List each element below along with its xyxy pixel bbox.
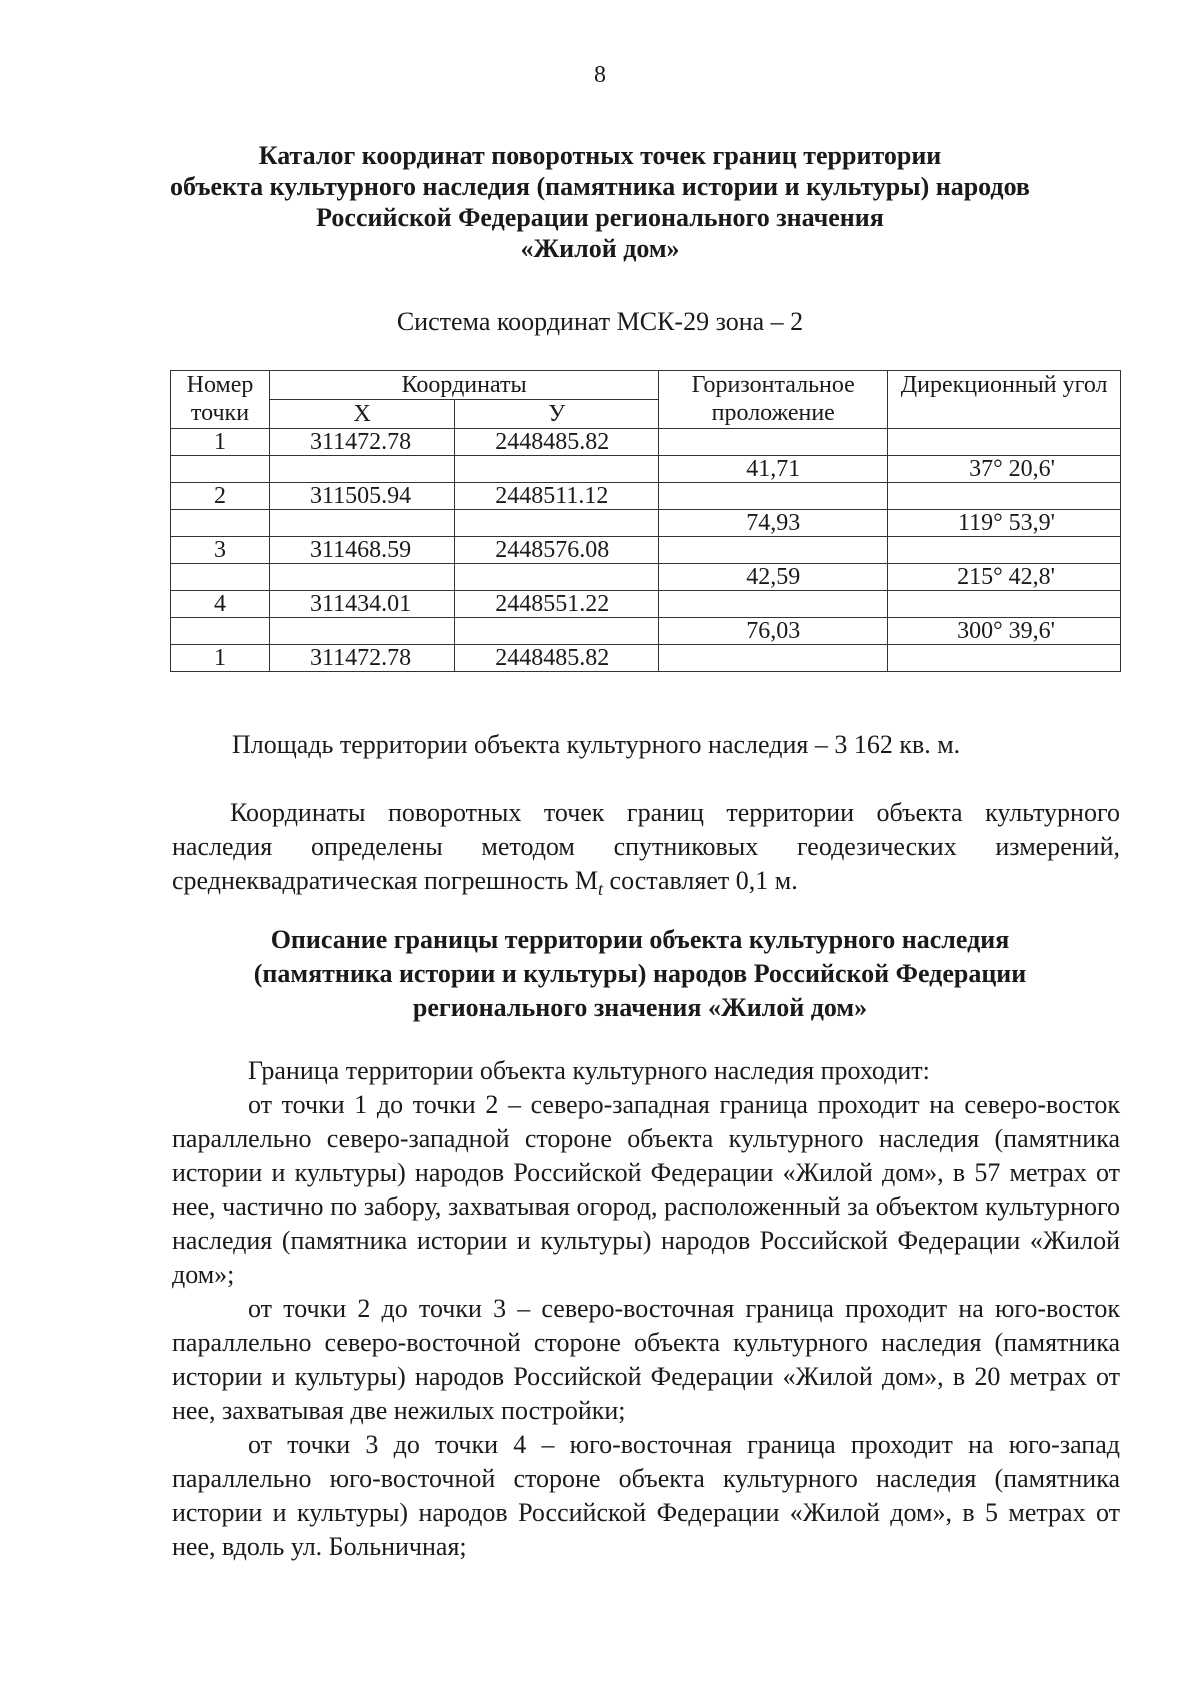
table-row-segment bbox=[171, 510, 1121, 537]
point-number-cell: 4 bbox=[171, 591, 270, 618]
table-header-row bbox=[171, 371, 1121, 400]
coordinates-table bbox=[170, 370, 1121, 672]
length-cell: 74,93 bbox=[659, 510, 888, 537]
angle-cell: 37° 20,6' bbox=[888, 456, 1121, 483]
empty-cell bbox=[888, 591, 1121, 618]
empty-cell bbox=[888, 537, 1121, 564]
empty-cell bbox=[269, 618, 454, 645]
x-cell: 311434.01 bbox=[269, 591, 454, 618]
angle-cell: 300° 39,6' bbox=[888, 618, 1121, 645]
empty-cell bbox=[659, 483, 888, 510]
boundary-paragraph: от точки 2 до точки 3 – северо-восточная граница проходит на юго-восток параллельно северо-восточной стороне объекта культурного наследия (памятника истории и культуры) народов Российской Федерации «Жилой дом», в 20 метрах от нее, захватывая две нежилых постройки; bbox=[172, 1294, 1120, 1425]
y-cell: 2448485.82 bbox=[455, 645, 659, 672]
empty-cell bbox=[659, 591, 888, 618]
catalog-title-line: Каталог координат поворотных точек границ территории bbox=[258, 141, 942, 170]
x-cell: 311472.78 bbox=[269, 645, 454, 672]
method-text-end: составляет 0,1 м. bbox=[603, 866, 798, 895]
description-title-line: регионального значения «Жилой дом» bbox=[412, 993, 868, 1022]
empty-cell bbox=[171, 618, 270, 645]
y-cell: 2448485.82 bbox=[455, 429, 659, 456]
table-row-point bbox=[171, 537, 1121, 564]
y-cell: 2448511.12 bbox=[455, 483, 659, 510]
point-number-cell: 3 bbox=[171, 537, 270, 564]
description-title-line: (памятника истории и культуры) народов Российской Федерации bbox=[253, 959, 1027, 988]
description-title bbox=[160, 923, 1120, 1025]
empty-cell bbox=[659, 429, 888, 456]
empty-cell bbox=[171, 510, 270, 537]
catalog-title-line: объекта культурного наследия (памятника истории и культуры) народов bbox=[170, 172, 1030, 201]
area-statement: Площадь территории объекта культурного наследия – 3 162 кв. м. bbox=[232, 730, 961, 759]
boundary-paragraph: от точки 1 до точки 2 – северо-западная граница проходит на северо-восток параллельно северо-западной стороне объекта культурного наследия (памятника истории и культуры) народов Российской Федерации «Жилой дом», в 57 метрах от нее, частично по забору, захватывая огород, расположенный за объектом культурного наследия (памятника истории и культуры) народов Российской Федерации «Жилой дом»; bbox=[172, 1090, 1120, 1289]
header-coordinates: Координаты bbox=[269, 371, 658, 400]
empty-cell bbox=[888, 645, 1121, 672]
empty-cell bbox=[171, 564, 270, 591]
x-cell: 311472.78 bbox=[269, 429, 454, 456]
method-text: Координаты поворотных точек границ территории объекта культурного наследия определены методом спутниковых геодезических измерений, среднеквадратическая погрешность M bbox=[172, 798, 1120, 895]
length-cell: 41,71 bbox=[659, 456, 888, 483]
empty-cell bbox=[659, 537, 888, 564]
header-horizontal-distance: Горизонтальное проложение bbox=[659, 371, 888, 429]
table-row-point bbox=[171, 591, 1121, 618]
table-row-segment bbox=[171, 564, 1121, 591]
angle-cell: 215° 42,8' bbox=[888, 564, 1121, 591]
header-x: X bbox=[269, 400, 454, 429]
angle-cell: 119° 53,9' bbox=[888, 510, 1121, 537]
table-row-segment bbox=[171, 618, 1121, 645]
point-number-cell: 2 bbox=[171, 483, 270, 510]
boundary-description bbox=[172, 1054, 1120, 1564]
header-y: У bbox=[455, 400, 659, 429]
catalog-title bbox=[160, 140, 1040, 264]
table-row-point bbox=[171, 645, 1121, 672]
point-number-cell: 1 bbox=[171, 429, 270, 456]
empty-cell bbox=[455, 618, 659, 645]
length-cell: 42,59 bbox=[659, 564, 888, 591]
empty-cell bbox=[269, 510, 454, 537]
y-cell: 2448576.08 bbox=[455, 537, 659, 564]
table-row-point bbox=[171, 429, 1121, 456]
boundary-intro: Граница территории объекта культурного наследия проходит: bbox=[248, 1056, 930, 1085]
coordinate-system-label: Система координат МСК-29 зона – 2 bbox=[396, 307, 804, 336]
boundary-paragraph: от точки 3 до точки 4 – юго-восточная граница проходит на юго-запад параллельно юго-восточной стороне объекта культурного наследия (памятника истории и культуры) народов Российской Федерации «Жилой дом», в 5 метрах от нее, вдоль ул. Больничная; bbox=[172, 1430, 1120, 1561]
empty-cell bbox=[455, 564, 659, 591]
catalog-title-line: Российской Федерации регионального значения bbox=[316, 203, 884, 232]
empty-cell bbox=[659, 645, 888, 672]
point-number-cell: 1 bbox=[171, 645, 270, 672]
x-cell: 311468.59 bbox=[269, 537, 454, 564]
method-paragraph bbox=[172, 796, 1120, 906]
y-cell: 2448551.22 bbox=[455, 591, 659, 618]
empty-cell bbox=[171, 456, 270, 483]
empty-cell bbox=[455, 456, 659, 483]
x-cell: 311505.94 bbox=[269, 483, 454, 510]
length-cell: 76,03 bbox=[659, 618, 888, 645]
empty-cell bbox=[269, 564, 454, 591]
catalog-title-line: «Жилой дом» bbox=[520, 234, 680, 263]
empty-cell bbox=[455, 510, 659, 537]
header-point-number: Номер точки bbox=[171, 371, 270, 429]
header-direction-angle: Дирекционный угол bbox=[888, 371, 1121, 429]
empty-cell bbox=[888, 429, 1121, 456]
table-row-point bbox=[171, 483, 1121, 510]
error-subscript: t bbox=[598, 879, 604, 900]
empty-cell bbox=[269, 456, 454, 483]
table-row-segment bbox=[171, 456, 1121, 483]
description-title-line: Описание границы территории объекта культурного наследия bbox=[270, 925, 1010, 954]
page-number: 8 bbox=[594, 62, 606, 88]
empty-cell bbox=[888, 483, 1121, 510]
